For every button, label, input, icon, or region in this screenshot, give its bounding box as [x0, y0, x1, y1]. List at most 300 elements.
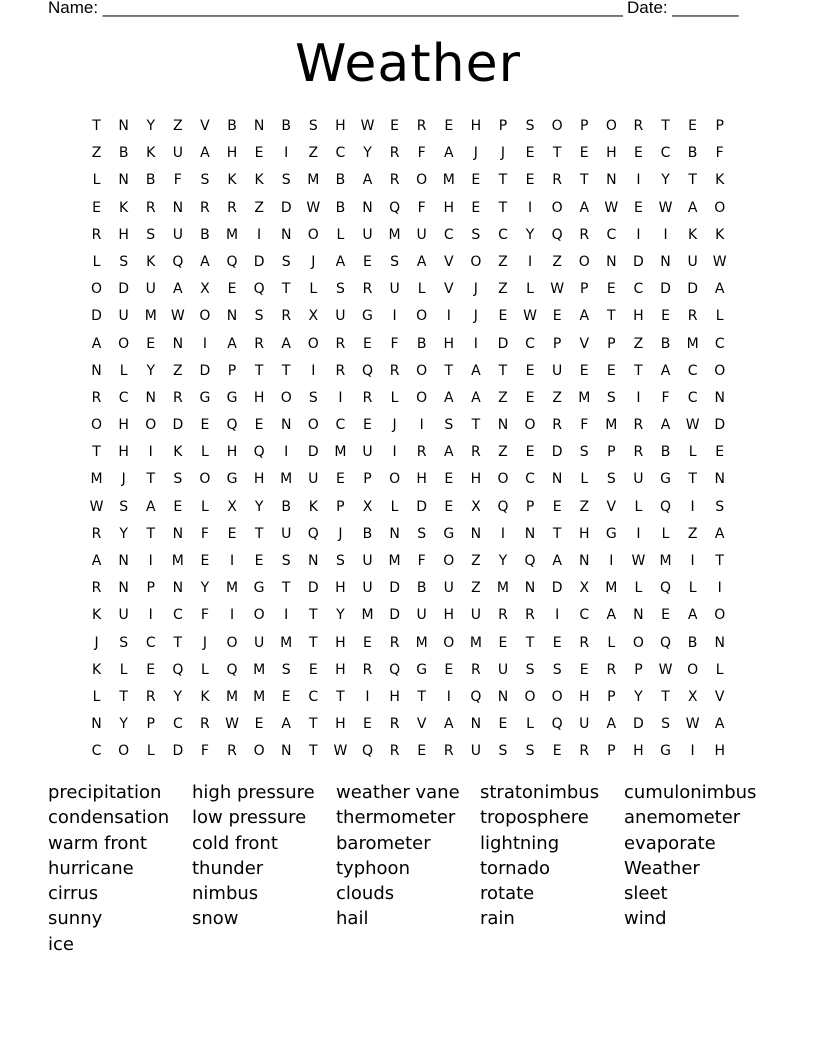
grid-letter: M [442, 172, 455, 189]
grid-letter: A [173, 281, 183, 298]
grid-letter: C [579, 607, 590, 624]
grid-letter: G [443, 525, 455, 542]
grid-letter: A [200, 253, 210, 270]
grid-letter: F [661, 389, 670, 406]
grid-letter: I [229, 607, 235, 624]
grid-letter: X [200, 281, 210, 298]
grid-letter: E [552, 634, 562, 651]
grid-letter: I [311, 362, 316, 379]
grid-letter: C [308, 688, 319, 705]
grid-letter: O [714, 362, 726, 379]
grid-letter: E [525, 145, 535, 162]
grid-letter: W [658, 199, 673, 216]
grid-letter: I [636, 226, 641, 243]
grid-letter: D [389, 580, 400, 597]
word-list-item: condensation [48, 807, 170, 829]
grid-letter: R [552, 172, 562, 189]
grid-letter: L [309, 281, 318, 298]
grid-letter: P [146, 716, 155, 733]
grid-letter: E [444, 118, 454, 134]
grid-letter: R [470, 661, 481, 678]
grid-letter: R [552, 417, 562, 434]
grid-letter: Q [524, 553, 536, 569]
grid-letter: K [173, 444, 183, 461]
grid-letter: F [715, 145, 724, 162]
grid-letter: Z [308, 145, 319, 162]
grid-letter: N [497, 417, 509, 434]
grid-letter: S [417, 525, 427, 542]
grid-letter: I [609, 553, 614, 569]
grid-letter: M [496, 580, 509, 597]
word-list-item: wind [624, 908, 667, 930]
grid-letter: L [715, 661, 724, 678]
grid-letter: D [660, 281, 671, 298]
grid-letter: N [606, 172, 617, 189]
grid-letter: Y [363, 145, 372, 162]
grid-letter: C [606, 226, 617, 243]
grid-letter: O [714, 607, 726, 624]
grid-letter: H [578, 688, 590, 705]
grid-letter: R [579, 634, 590, 651]
grid-letter: W [550, 281, 565, 298]
grid-letter: R [416, 118, 427, 134]
grid-letter: I [365, 688, 370, 705]
grid-letter: I [663, 226, 668, 243]
grid-letter: Q [226, 253, 238, 270]
grid-letter: A [714, 525, 725, 542]
grid-letter: A [660, 417, 671, 434]
grid-letter: E [227, 525, 237, 542]
grid-letter: R [362, 281, 373, 298]
grid-letter: C [687, 389, 698, 406]
grid-letter: N [172, 335, 184, 352]
grid-letter: O [551, 118, 563, 134]
grid-letter: M [415, 634, 428, 651]
grid-letter: B [687, 634, 698, 651]
grid-letter: R [172, 389, 183, 406]
grid-letter: B [335, 199, 346, 216]
word-list-item: cold front [192, 832, 278, 854]
grid-letter: A [714, 716, 725, 733]
grid-letter: D [497, 335, 509, 352]
grid-letter: Z [552, 253, 562, 270]
grid-letter: S [281, 661, 291, 678]
grid-letter: P [580, 281, 589, 298]
grid-letter: M [171, 553, 184, 569]
grid-letter: N [91, 362, 102, 379]
grid-letter: O [687, 661, 699, 678]
grid-letter: S [715, 498, 725, 515]
grid-letter: L [634, 580, 643, 597]
grid-letter: C [145, 634, 156, 651]
grid-letter: E [525, 389, 535, 406]
grid-letter: D [307, 580, 319, 597]
grid-letter: L [92, 253, 101, 270]
grid-letter: E [335, 471, 345, 488]
grid-letter: U [281, 525, 292, 542]
grid-letter: Q [253, 281, 265, 298]
grid-letter: A [687, 199, 698, 216]
grid-letter: W [170, 308, 185, 325]
grid-letter: O [280, 389, 292, 406]
grid-letter: H [470, 118, 482, 134]
grid-letter: O [524, 688, 536, 705]
grid-letter: H [118, 226, 129, 243]
word-list-item: tornado [480, 857, 551, 879]
grid-letter: I [636, 389, 641, 406]
grid-letter: D [172, 743, 184, 760]
grid-letter: Y [634, 688, 643, 705]
grid-letter: G [253, 580, 265, 597]
grid-letter: L [661, 525, 670, 542]
grid-letter: T [688, 471, 697, 488]
word-list-item: barometer [336, 832, 431, 854]
grid-letter: M [334, 444, 347, 461]
grid-letter: J [311, 253, 316, 270]
grid-letter: R [579, 226, 590, 243]
grid-letter: S [281, 253, 291, 270]
word-list-item: thermometer [336, 807, 456, 829]
word-list-item: troposphere [480, 807, 589, 829]
grid-letter: M [605, 417, 618, 434]
grid-letter: Q [551, 716, 563, 733]
grid-letter: T [607, 308, 616, 325]
grid-letter: R [362, 661, 373, 678]
grid-letter: H [335, 661, 346, 678]
grid-letter: E [254, 553, 264, 569]
grid-letter: S [525, 118, 535, 134]
grid-letter: J [338, 525, 343, 542]
grid-letter: A [443, 389, 454, 406]
grid-letter: C [172, 607, 183, 624]
grid-letter: P [552, 335, 562, 352]
grid-letter: I [148, 553, 153, 569]
grid-letter: H [714, 743, 725, 760]
grid-letter: T [281, 580, 291, 597]
grid-letter: J [473, 308, 478, 325]
grid-letter: O [416, 389, 428, 406]
grid-letter: E [254, 417, 264, 434]
grid-letter: N [714, 389, 725, 406]
grid-letter: Z [471, 580, 481, 597]
grid-letter: T [552, 145, 562, 162]
grid-letter: E [146, 661, 156, 678]
grid-letter: O [416, 362, 428, 379]
grid-letter: I [148, 607, 153, 624]
grid-letter: A [227, 335, 237, 352]
grid-letter: G [660, 471, 671, 488]
grid-letter: L [526, 281, 534, 298]
grid-letter: M [90, 471, 103, 488]
grid-letter: E [444, 498, 454, 515]
grid-letter: W [360, 118, 375, 134]
grid-letter: N [633, 607, 644, 624]
grid-letter: M [225, 688, 239, 705]
grid-letter: O [91, 417, 103, 434]
grid-letter: I [202, 335, 207, 352]
grid-letter: R [91, 580, 102, 597]
grid-letter: T [634, 362, 643, 379]
grid-letter: E [661, 607, 670, 624]
grid-letter: J [94, 634, 99, 651]
grid-letter: H [335, 118, 346, 134]
grid-letter: E [498, 308, 508, 325]
grid-letter: B [227, 118, 237, 134]
grid-letter: S [146, 226, 156, 243]
grid-letter: R [335, 362, 346, 379]
grid-letter: R [389, 634, 400, 651]
grid-letter: K [146, 145, 156, 162]
grid-letter: K [715, 226, 725, 243]
grid-letter: I [148, 444, 153, 461]
grid-letter: N [660, 253, 671, 270]
grid-letter: K [227, 172, 237, 189]
grid-letter: B [416, 335, 427, 352]
grid-letter: Y [661, 172, 670, 189]
grid-letter: R [416, 444, 427, 461]
grid-letter: C [687, 362, 698, 379]
grid-letter: M [469, 634, 482, 651]
name-field: Name: _______________________________________________________ [48, 0, 623, 17]
grid-letter: R [687, 308, 698, 325]
grid-letter: M [225, 580, 239, 597]
grid-letter: A [200, 145, 210, 162]
grid-letter: O [714, 199, 726, 216]
grid-letter: E [200, 553, 210, 569]
grid-letter: O [632, 634, 644, 651]
grid-letter: A [606, 716, 617, 733]
grid-letter: D [172, 417, 184, 434]
grid-letter: N [551, 471, 563, 488]
grid-letter: T [336, 688, 345, 705]
grid-letter: Z [687, 525, 698, 542]
grid-letter: Q [307, 525, 319, 542]
grid-letter: L [201, 661, 209, 678]
grid-letter: S [119, 253, 129, 270]
grid-letter: I [284, 145, 289, 162]
grid-letter: E [525, 362, 535, 379]
grid-letter: U [172, 145, 183, 162]
word-search-grid [83, 113, 733, 766]
grid-letter: N [470, 525, 482, 542]
grid-letter: D [633, 716, 644, 733]
grid-letter: S [335, 553, 345, 569]
grid-letter: W [604, 199, 619, 216]
grid-letter: O [497, 471, 509, 488]
grid-letter: G [199, 389, 211, 406]
grid-letter: Y [146, 362, 156, 379]
grid-letter: I [229, 553, 235, 569]
grid-letter: E [715, 444, 725, 461]
grid-letter: U [362, 226, 373, 243]
grid-letter: I [284, 444, 289, 461]
grid-letter: H [118, 444, 129, 461]
grid-letter: S [661, 716, 670, 733]
word-list-item: stratonimbus [480, 782, 600, 803]
grid-letter: O [443, 634, 455, 651]
grid-letter: T [309, 716, 318, 733]
grid-letter: Q [551, 226, 563, 243]
grid-letter: S [498, 743, 508, 760]
grid-letter: O [307, 335, 319, 352]
grid-letter: A [471, 362, 481, 379]
grid-letter: Y [200, 580, 210, 597]
grid-letter: M [144, 308, 157, 325]
word-list-item: ice [48, 933, 74, 955]
grid-letter: C [660, 145, 671, 162]
grid-letter: T [173, 634, 183, 651]
grid-letter: L [119, 661, 128, 678]
grid-letter: R [633, 444, 644, 461]
grid-letter: S [444, 417, 454, 434]
grid-letter: E [200, 417, 210, 434]
grid-letter: E [281, 688, 291, 705]
grid-letter: F [417, 199, 426, 216]
grid-letter: T [498, 199, 508, 216]
grid-letter: P [634, 661, 643, 678]
grid-letter: H [118, 417, 129, 434]
grid-letter: U [118, 607, 129, 624]
grid-letter: Z [254, 199, 264, 216]
grid-letter: E [444, 471, 454, 488]
grid-letter: E [417, 743, 427, 760]
grid-letter: I [446, 308, 451, 325]
grid-letter: O [551, 688, 563, 705]
grid-letter: N [118, 172, 129, 189]
grid-letter: O [253, 607, 265, 624]
grid-letter: N [280, 226, 292, 243]
grid-letter: Q [253, 444, 265, 461]
word-list-item: warm front [48, 832, 147, 854]
grid-letter: H [443, 607, 455, 624]
grid-letter: W [631, 553, 646, 569]
grid-letter: K [91, 607, 102, 624]
grid-letter: S [173, 471, 183, 488]
grid-letter: T [119, 688, 128, 705]
grid-letter: W [712, 253, 727, 270]
grid-letter: A [471, 389, 481, 406]
grid-letter: M [578, 389, 591, 406]
grid-letter: K [254, 172, 264, 189]
grid-letter: E [633, 199, 643, 216]
word-list-item: nimbus [192, 883, 259, 905]
grid-letter: I [690, 743, 695, 760]
grid-letter: D [551, 444, 563, 461]
grid-letter: P [498, 118, 508, 134]
grid-letter: U [362, 553, 373, 569]
grid-letter: X [687, 688, 698, 705]
grid-letter: O [416, 308, 428, 325]
grid-letter: R [254, 335, 264, 352]
grid-letter: L [715, 308, 724, 325]
grid-letter: I [555, 607, 560, 624]
grid-letter: P [607, 743, 616, 760]
grid-letter: Y [119, 525, 128, 542]
grid-letter: I [473, 335, 478, 352]
grid-letter: T [92, 444, 101, 461]
word-list-item: rotate [480, 883, 535, 905]
grid-letter: I [419, 417, 424, 434]
grid-letter: A [579, 308, 590, 325]
grid-letter: U [335, 308, 346, 325]
grid-letter: P [146, 580, 155, 597]
grid-letter: P [525, 498, 535, 515]
grid-letter: S [525, 661, 535, 678]
grid-letter: L [201, 444, 209, 461]
grid-letter: A [579, 199, 590, 216]
grid-letter: B [660, 335, 671, 352]
grid-letter: R [579, 743, 590, 760]
grid-letter: R [200, 199, 210, 216]
grid-letter: E [227, 281, 237, 298]
grid-letter: O [389, 471, 401, 488]
grid-letter: R [145, 199, 156, 216]
grid-letter: E [363, 335, 372, 352]
grid-letter: Z [498, 389, 508, 406]
grid-letter: T [661, 118, 670, 134]
grid-letter: I [257, 226, 262, 243]
grid-letter: B [416, 580, 427, 597]
grid-letter: H [335, 634, 346, 651]
grid-letter: N [470, 716, 482, 733]
grid-letter: A [281, 335, 291, 352]
grid-letter: O [226, 634, 238, 651]
grid-letter: I [527, 253, 533, 270]
grid-letter: Y [254, 498, 264, 515]
grid-letter: U [172, 226, 183, 243]
grid-letter: H [253, 389, 265, 406]
grid-letter: B [281, 498, 291, 515]
grid-letter: E [525, 172, 535, 189]
grid-letter: U [443, 580, 454, 597]
grid-letter: N [145, 389, 156, 406]
grid-letter: Q [470, 688, 482, 705]
grid-letter: Q [389, 661, 401, 678]
grid-letter: Z [173, 118, 183, 134]
grid-letter: R [606, 661, 617, 678]
grid-letter: A [91, 335, 102, 352]
grid-letter: R [227, 743, 237, 760]
grid-letter: E [363, 716, 372, 733]
grid-letter: T [552, 525, 562, 542]
grid-letter: N [714, 471, 725, 488]
grid-letter: Q [172, 253, 184, 270]
grid-letter: L [390, 498, 399, 515]
grid-letter: I [527, 199, 533, 216]
grid-letter: B [335, 172, 346, 189]
grid-letter: A [714, 281, 725, 298]
grid-letter: L [390, 389, 399, 406]
grid-letter: N [118, 580, 129, 597]
grid-letter: C [525, 471, 535, 488]
grid-letter: S [552, 661, 562, 678]
grid-letter: X [362, 498, 373, 515]
grid-letter: J [473, 281, 478, 298]
grid-letter: R [389, 716, 400, 733]
grid-letter: N [524, 580, 536, 597]
grid-letter: C [443, 226, 454, 243]
grid-letter: S [390, 253, 400, 270]
grid-letter: A [443, 444, 454, 461]
grid-letter: N [308, 553, 319, 569]
grid-letter: E [579, 661, 589, 678]
grid-letter: M [605, 580, 618, 597]
grid-letter: N [226, 308, 238, 325]
grid-letter: D [91, 308, 102, 325]
grid-letter: L [688, 580, 697, 597]
grid-letter: V [606, 498, 617, 515]
grid-letter: F [200, 743, 209, 760]
